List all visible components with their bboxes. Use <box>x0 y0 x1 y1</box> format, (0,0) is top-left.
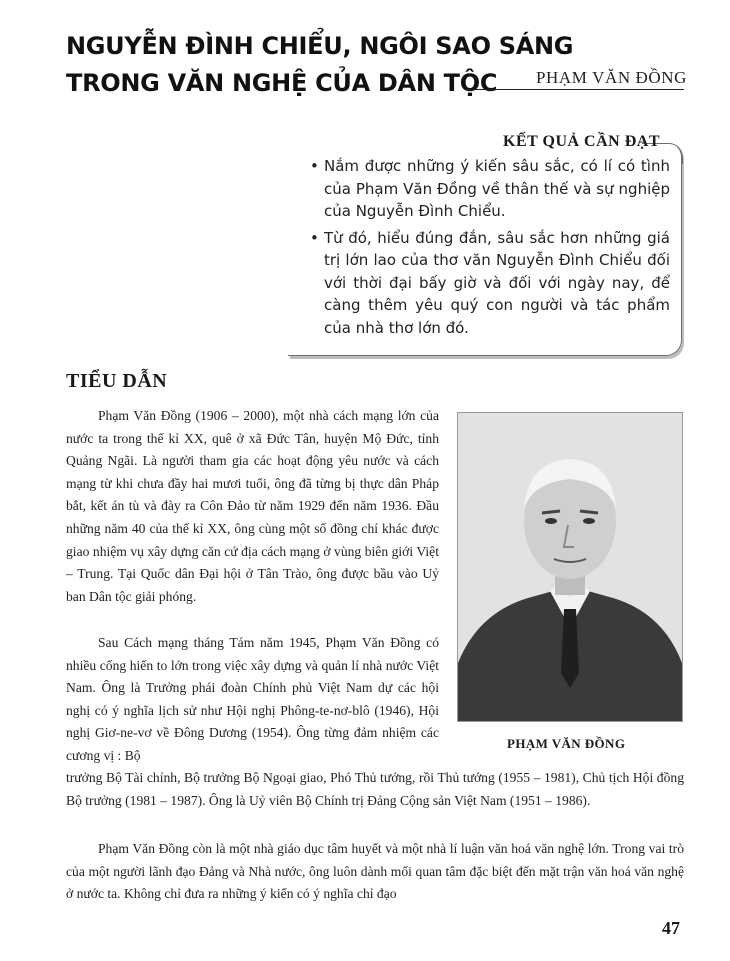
goal-item <box>310 227 670 340</box>
bullet-icon: • <box>310 228 319 247</box>
goal-item-text: Nắm được những ý kiến sâu sắc, có lí có tình của Phạm Văn Đồng về thân thế và sự nghiệp của Nguyễn Đình Chiểu. <box>324 157 670 220</box>
paragraph-intro: Phạm Văn Đồng (1906 – 2000), một nhà cách mạng lớn của nước ta trong thế kỉ XX, quê ở xã Đức Tân, huyện Mộ Đức, tỉnh Quảng Ngãi. Là người tham gia các hoạt động yêu nước và cách mạng từ khi chưa đầy hai mươi tuổi, ông đã từng bị thực dân Pháp bắt, kết án tù và đày ra Côn Đảo từ năm 1929 đến năm 1936. Đầu những năm 40 của thế kỉ XX, ông cùng một số đồng chí khác được giao nhiệm vụ xây dựng căn cứ địa cách mạng ở vùng biên giới Việt – Trung. Tại Quốc dân Đại hội ở Tân Trào, ông được bầu vào Uỷ ban Dân tộc giải phóng. <box>66 408 439 604</box>
portrait-photo <box>457 412 683 722</box>
title-line-1: NGUYỄN ĐÌNH CHIỂU, NGÔI SAO SÁNG <box>66 32 574 60</box>
paragraph-career-continued: trưởng Bộ Tài chính, Bộ trưởng Bộ Ngoại giao, Phó Thủ tướng, rồi Thủ tướng (1955 – 1981), Chủ tịch Hội đồng Bộ trưởng (1981 – 1987). Ông là Uỷ viên Bộ Chính trị Đảng Cộng sản Việt Nam (1951 – 1986). <box>66 770 684 808</box>
page-number: 47 <box>662 918 680 938</box>
paragraph-career: Sau Cách mạng tháng Tám năm 1945, Phạm Văn Đồng có nhiều cống hiến to lớn trong việc xây dựng và quản lí nhà nước Việt Nam. Ông là Trưởng phái đoàn Chính phủ Việt Nam dự các hội nghị có ý nghĩa lịch sử như Hội nghị Phông-te-nơ-blô (1946), Hội nghị Giơ-ne-vơ về Đông Dương (1954). Ông từng đảm nhiệm các cương vị : Bộ <box>66 635 439 763</box>
goal-item <box>310 155 670 223</box>
author-name: PHẠM VĂN ĐỒNG <box>536 68 688 87</box>
goals-title: KẾT QUẢ CẦN ĐẠT <box>503 133 660 150</box>
bullet-icon: • <box>310 157 319 175</box>
author-rule <box>466 89 684 90</box>
section-heading: TIỂU DẪN <box>66 370 168 392</box>
title-line-2: TRONG VĂN NGHỆ CỦA DÂN TỘC <box>66 69 498 97</box>
goal-item-text: Từ đó, hiểu đúng đắn, sâu sắc hơn những giá trị lớn lao của thơ văn Nguyễn Đình Chiểu đối với thời đại bấy giờ và đối với ngày nay, để càng thêm yêu quý con người và tác phẩm của nhà thơ lớn đó. <box>324 228 670 337</box>
portrait-illustration <box>458 413 682 721</box>
paragraph-educator: Phạm Văn Đồng còn là một nhà giáo dục tâm huyết và một nhà lí luận văn hoá văn nghệ lớn. Trong vai trò của một người lãnh đạo Đảng và Nhà nước, ông luôn dành mối quan tâm đặc biệt đến mặt trận văn hoá văn nghệ ở nước ta. Không chỉ đưa ra những ý kiến có ý nghĩa chỉ đạo <box>66 841 684 902</box>
goals-list <box>310 155 670 343</box>
photo-caption: PHẠM VĂN ĐỒNG <box>507 736 626 751</box>
